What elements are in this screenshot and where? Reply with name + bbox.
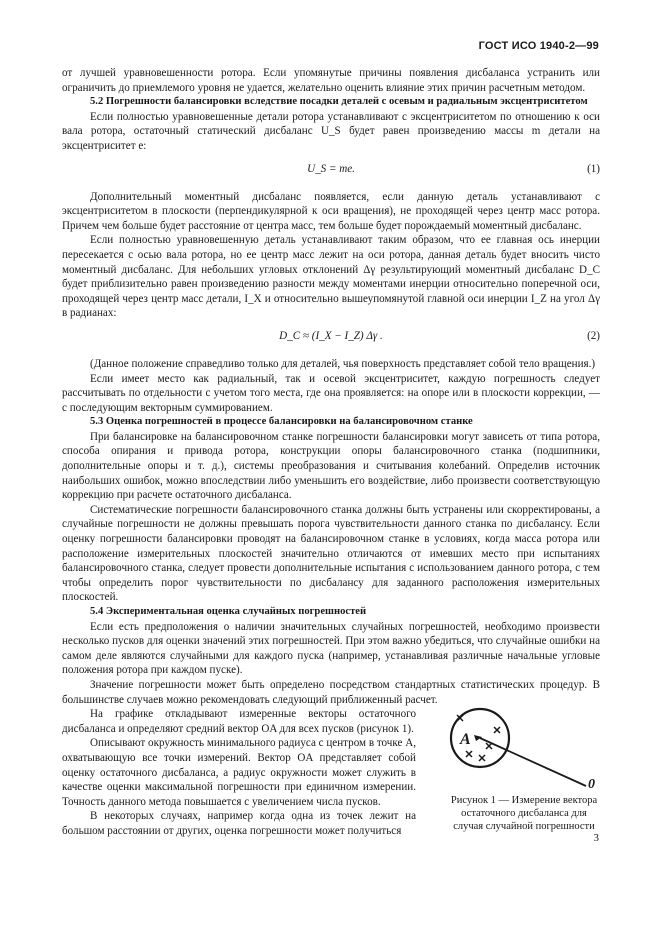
- point-a-label: A: [460, 730, 471, 748]
- intro-paragraph: от лучшей уравновешенности ротора. Если упомянутые причины появления дисбаланса устранить или ограничить до приемлемого уровня не удается, желательно оценить влияние этих причин расчетным методом.: [62, 67, 600, 94]
- section-5-3-heading: 5.3 Оценка погрешностей в процессе балансировки на балансировочном станке: [90, 416, 473, 428]
- formula-2-number: (2): [587, 329, 600, 342]
- section-5-2-paragraph-3: Если полностью уравновешенную деталь устанавливают таким образом, что ее главная ось инерции пересекается с осью вала ротора, но ее центр масс лежит на оси ротора, данная деталь будет вносить чисто моментный дисбаланс. Для небольших угловых отклонений Δγ результирующий моментный дисбаланс D_C будет приблизительно равен произведению разности между моментами инерции относительно поперечной оси, проходящей через центр масс детали, I_X и относительно вышеупомянутой главной оси инерции I_Z на угол Δγ в радианах:: [62, 234, 600, 320]
- section-5-2-paragraph-5: Если имеет место как радиальный, так и осевой эксцентриситет, каждую погрешность следует рассчитывать по отдельности с учетом того места, где она проявляется: на опоре или в плоскости коррекции, — с последующим векторным суммированием.: [62, 372, 600, 414]
- formula-1: [62, 156, 600, 186]
- section-5-2-heading: 5.2 Погрешности балансировки вследствие посадки деталей с осевым и радиальным эксцентриситетом: [90, 96, 588, 108]
- formula-1-number: (1): [587, 162, 600, 175]
- measurement-point: [494, 727, 500, 733]
- document-body: [62, 66, 600, 839]
- formula-2: [62, 323, 600, 353]
- section-5-4-paragraph-1: Если есть предположения о наличии значительных случайных погрешностей, необходимо произвести несколько пусков для оценки значений этих погрешностей. При этом важно убедиться, что случайные ошибки на самом деле являются случайными для каждого пуска (например, устанавливая различные начальные угловые положения ротора при каждом пуске).: [62, 620, 600, 677]
- point-o-label: 0: [588, 776, 595, 792]
- measurement-point: [486, 743, 492, 749]
- section-5-2-paragraph-2: Дополнительный моментный дисбаланс появляется, если данную деталь устанавливают с эксцентриситетом в плоскости (перпендикулярной к оси вращения), не проходящей через центр масс ротора. Причем чем больше будет расстояние от центра масс, тем больше будет порождаемый моментный дисбаланс.: [62, 190, 600, 232]
- section-5-2-paragraph-1: Если полностью уравновешенные детали ротора устанавливают с эксцентриситетом по отношению к оси вала ротора, остаточный статический дисбаланс U_S будет равен произведению массы m детали на эксцентриситет e:: [62, 110, 600, 152]
- section-5-2-paragraph-4: (Данное положение справедливо только для деталей, чья поверхность представляет собой тело вращения.): [90, 357, 596, 370]
- measurement-point: [479, 755, 485, 761]
- formula-2-expression: D_C ≈ (I_X − I_Z) Δγ .: [279, 329, 383, 342]
- page-number: 3: [593, 832, 599, 844]
- measurement-point: [466, 751, 472, 757]
- figure-1-caption: Рисунок 1 — Измерение вектора остаточного дисбаланса для случая случайной погрешности: [450, 794, 598, 832]
- section-5-4-paragraph-3: На графике откладывают измеренные векторы остаточного дисбаланса и определяют средний вектор OA для всех пусков (рисунок 1).: [62, 708, 416, 735]
- figure-wrap: [62, 678, 600, 839]
- figure-1-diagram: [448, 700, 600, 792]
- figure-1: [448, 700, 600, 860]
- narrow-column: [62, 707, 416, 838]
- section-5-3-paragraph-2: Систематические погрешности балансировочного станка должны быть устранены или скорректированы, а случайные погрешности не должны превышать порога чувствительности данного станка по дисбалансу. Если оценку погрешности балансировки проводят на балансировочном станке в условиях, когда масса ротора или расположение измерительных плоскостей значительно отличаются от имевших место при испытаниях балансировочного станка, следует провести дополнительные испытания с использованием данного ротора, с тем чтобы определить порог чувствительности по дисбалансу для заданного расположения измерительных плоскостей.: [62, 503, 600, 604]
- formula-1-expression: U_S = me.: [307, 162, 355, 175]
- section-5-4-heading: 5.4 Экспериментальная оценка случайных погрешностей: [90, 606, 367, 617]
- section-5-3-paragraph-1: При балансировке на балансировочном станке погрешности балансировки могут зависеть от типа ротора, способа опирания и привода ротора, конструкции опоры балансировочного станка (подшипники, дополнительные опоры и т. д.), системы преобразования и считывания колебаний. Определив источник наибольших ошибок, можно впоследствии либо уменьшить его воздействие, либо произвести соответствующую коррекцию при расчете остаточного дисбаланса.: [62, 430, 600, 502]
- standard-header: ГОСТ ИСО 1940-2—99: [478, 40, 599, 52]
- section-5-4-paragraph-5: В некоторых случаях, например когда одна из точек лежит на большом расстоянии от других, оценка погрешности может получиться: [62, 810, 416, 837]
- section-5-4-paragraph-4: Описывают окружность минимального радиуса с центром в точке A, охватывающую все точки измерений. Вектор OA представляет собой оценку остаточного дисбаланса, а радиус окружности может служить в качестве оценки максимальной погрешности при единичном измерении. Точность данного метода повышается с увеличением числа пусков.: [62, 737, 416, 808]
- section-5-4-paragraph-2: Значение погрешности может быть определено посредством стандартных статистических процедур. В большинстве случаев можно рекомендовать следующий приближенный расчет.: [62, 678, 600, 706]
